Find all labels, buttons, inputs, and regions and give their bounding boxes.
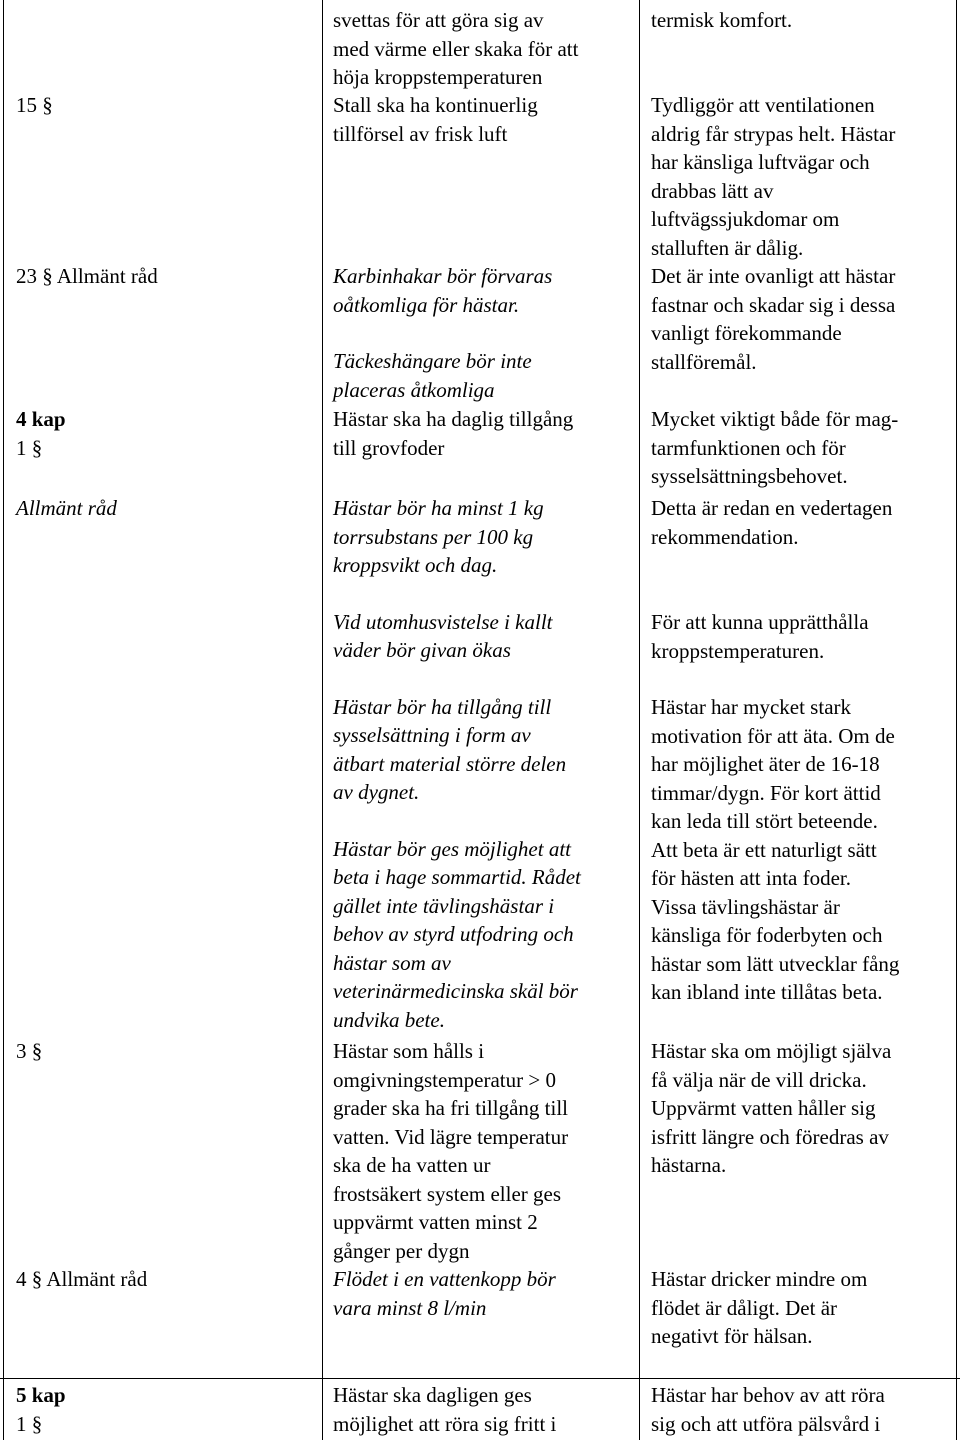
rule-text-line: Vid utomhusvistelse i kallt	[333, 609, 553, 634]
rule-text-line: svettas för att göra sig av	[333, 8, 544, 32]
paragraph-cell	[16, 1037, 42, 1066]
rule-text-line: behov av styrd utfodring och	[333, 922, 574, 946]
rule-text-line: grader ska ha fri tillgång till	[333, 1096, 569, 1120]
rule-paragraph	[333, 262, 552, 319]
rule-text-line: undvika bete.	[333, 1007, 445, 1032]
rule-text-line: Täckeshängare bör inte	[333, 349, 532, 373]
comment-text-line: stallföremål.	[651, 349, 757, 374]
comment-text-line: drabbas lätt av	[651, 178, 774, 203]
paragraph-reference: 23 § Allmänt råd	[16, 264, 158, 288]
comment-cell	[651, 262, 895, 376]
comment-cell	[651, 91, 895, 262]
paragraph-reference: 1 §	[16, 435, 43, 460]
rule-paragraph	[333, 91, 538, 148]
comment-cell	[651, 1265, 867, 1351]
paragraph-reference: 1 §	[16, 1411, 43, 1436]
rule-text-line: till grovfoder	[333, 435, 445, 460]
comment-text-line: Hästar har mycket stark	[651, 695, 852, 719]
rule-text-line: Hästar ska dagligen ges	[333, 1383, 532, 1407]
comment-cell	[651, 6, 792, 35]
comment-text-line: Hästar har behov av att röra	[651, 1383, 885, 1407]
comment-cell	[651, 1037, 891, 1180]
paragraph-cell	[16, 91, 53, 120]
comment-paragraph	[651, 494, 899, 551]
comment-text-line: timmar/dygn. För kort ättid	[651, 780, 881, 805]
paragraph-reference: 4 § Allmänt råd	[16, 1267, 148, 1291]
rule-cell	[333, 494, 581, 1034]
rule-paragraph	[333, 835, 581, 1035]
rule-text-line: höja kroppstemperaturen	[333, 65, 543, 89]
comment-text-line: tarmfunktionen och för	[651, 435, 846, 460]
comment-text-line: känsliga för foderbyten och	[651, 923, 883, 947]
table-border-right	[956, 0, 957, 1440]
comment-text-line: rekommendation.	[651, 524, 799, 549]
rule-text-line: oåtkomliga för hästar.	[333, 292, 520, 317]
rule-text-line: Hästar som hålls i	[333, 1039, 485, 1063]
paragraph-cell	[16, 1265, 147, 1294]
comment-paragraph	[651, 1037, 891, 1180]
comment-text-line: sig och att utföra pälsvård i	[651, 1411, 881, 1436]
comment-text-line: För att kunna upprätthålla	[651, 610, 869, 634]
rule-text-line: torrsubstans per 100 kg	[333, 524, 534, 549]
rule-paragraph	[333, 1381, 556, 1438]
comment-paragraph	[651, 405, 898, 491]
rule-text-line: frostsäkert system eller ges	[333, 1181, 562, 1206]
rule-text-line: hästar som av	[333, 950, 451, 975]
comment-cell	[651, 1381, 885, 1438]
paragraph-reference: 5 kap	[16, 1383, 66, 1407]
rule-text-line: omgivningstemperatur > 0	[333, 1067, 556, 1092]
rule-cell	[333, 91, 538, 148]
rule-text-line: gånger per dygn	[333, 1238, 470, 1263]
rule-cell	[333, 6, 578, 92]
comment-paragraph	[651, 1265, 867, 1351]
comment-text-line: sysselsättningsbehovet.	[651, 464, 848, 488]
rule-paragraph	[333, 1265, 556, 1322]
comment-text-line: Tydliggör att ventilationen	[651, 93, 875, 117]
comment-paragraph	[651, 608, 899, 665]
rule-paragraph	[333, 347, 552, 404]
comment-text-line: Hästar ska om möjligt själva	[651, 1039, 892, 1063]
rule-text-line: kroppsvikt och dag.	[333, 553, 498, 577]
rule-text-line: Hästar ska ha daglig tillgång	[333, 407, 574, 431]
comment-text-line: Hästar dricker mindre om	[651, 1267, 868, 1291]
comment-text-line: Mycket viktigt både för mag-	[651, 407, 899, 431]
rule-text-line: vatten. Vid lägre temperatur	[333, 1124, 569, 1149]
comment-cell	[651, 494, 899, 1007]
rule-text-line: möjlighet att röra sig fritt i	[333, 1411, 557, 1436]
rule-text-line: Hästar bör ha tillgång till	[333, 694, 552, 719]
comment-text-line: Att beta är ett naturligt sätt	[651, 837, 877, 862]
comment-text-line: har känsliga luftvägar och	[651, 150, 870, 174]
paragraph-reference: 4 kap	[16, 407, 66, 431]
column-divider	[322, 0, 323, 1440]
comment-cell	[651, 405, 898, 491]
rule-cell	[333, 1381, 556, 1438]
comment-text-line: flödet är dåligt. Det är	[651, 1295, 838, 1320]
comment-text-line: stalluften är dålig.	[651, 235, 804, 260]
rule-text-line: Hästar bör ha minst 1 kg	[333, 496, 544, 520]
paragraph-cell	[16, 1381, 66, 1438]
paragraph-cell	[16, 494, 117, 523]
comment-text-line: kroppstemperaturen.	[651, 638, 825, 663]
rule-text-line: av dygnet.	[333, 780, 420, 804]
comment-text-line: kan leda till stört beteende.	[651, 809, 878, 833]
rule-cell	[333, 262, 552, 404]
comment-text-line: få välja när de vill dricka.	[651, 1067, 867, 1092]
comment-text-line: negativt för hälsan.	[651, 1324, 813, 1348]
comment-paragraph	[651, 693, 899, 1007]
comment-text-line: vanligt förekommande	[651, 321, 842, 345]
comment-text-line: motivation för att äta. Om de	[651, 723, 895, 748]
comment-paragraph	[651, 91, 895, 262]
comment-text-line: kan ibland inte tillåtas beta.	[651, 980, 883, 1004]
paragraph-reference: 3 §	[16, 1039, 43, 1063]
rule-text-line: tillförsel av frisk luft	[333, 121, 508, 146]
table-border-left	[3, 0, 4, 1440]
rule-paragraph	[333, 405, 573, 462]
rule-cell	[333, 1265, 556, 1322]
rule-paragraph	[333, 693, 581, 807]
comment-text-line: aldrig får strypas helt. Hästar	[651, 121, 896, 146]
rule-text-line: Hästar bör ges möjlighet att	[333, 836, 572, 861]
rule-text-line: med värme eller skaka för att	[333, 36, 579, 61]
column-divider	[639, 0, 640, 1440]
comment-text-line: isfritt längre och föredras av	[651, 1124, 889, 1149]
comment-text-line: fastnar och skadar sig i dessa	[651, 292, 896, 317]
rule-text-line: sysselsättning i form av	[333, 723, 531, 747]
comment-text-line: termisk komfort.	[651, 8, 793, 32]
comment-text-line: Detta är redan en vedertagen	[651, 496, 893, 520]
rule-paragraph	[333, 494, 581, 580]
rule-text-line: ska de ha vatten ur	[333, 1153, 491, 1177]
rule-text-line: Karbinhakar bör förvaras	[333, 264, 553, 288]
comment-text-line: Uppvärmt vatten håller sig	[651, 1096, 876, 1120]
rule-text-line: gället inte tävlingshästar i	[333, 893, 555, 918]
rule-text-line: beta i hage sommartid. Rådet	[333, 865, 581, 889]
rule-text-line: Stall ska ha kontinuerlig	[333, 93, 538, 117]
comment-paragraph	[651, 6, 792, 35]
rule-cell	[333, 405, 573, 462]
comment-text-line: hästar som lätt utvecklar fång	[651, 951, 900, 976]
rule-text-line: väder bör givan ökas	[333, 638, 511, 662]
comment-text-line: har möjlighet äter de 16-18	[651, 752, 880, 776]
comment-text-line: luftvägssjukdomar om	[651, 207, 840, 231]
rule-paragraph	[333, 1037, 568, 1265]
rule-text-line: vara minst 8 l/min	[333, 1295, 487, 1320]
rule-text-line: placeras åtkomliga	[333, 377, 495, 402]
rule-text-line: Flödet i en vattenkopp bör	[333, 1267, 556, 1291]
paragraph-cell	[16, 262, 158, 291]
paragraph-cell	[16, 405, 66, 462]
comment-text-line: hästarna.	[651, 1153, 727, 1177]
comment-text-line: Vissa tävlingshästar är	[651, 894, 840, 919]
comment-paragraph	[651, 262, 895, 376]
rule-text-line: uppvärmt vatten minst 2	[333, 1210, 538, 1234]
rule-paragraph	[333, 6, 578, 92]
comment-text-line: Det är inte ovanligt att hästar	[651, 264, 896, 288]
paragraph-reference: Allmänt råd	[16, 496, 117, 520]
paragraph-reference: 15 §	[16, 93, 53, 117]
row-divider	[0, 1378, 960, 1379]
comment-text-line: för hästen att inta foder.	[651, 866, 852, 890]
rule-text-line: ätbart material större delen	[333, 751, 567, 776]
rule-paragraph	[333, 608, 581, 665]
rule-text-line: veterinärmedicinska skäl bör	[333, 979, 578, 1003]
rule-cell	[333, 1037, 568, 1265]
comment-paragraph	[651, 1381, 885, 1438]
